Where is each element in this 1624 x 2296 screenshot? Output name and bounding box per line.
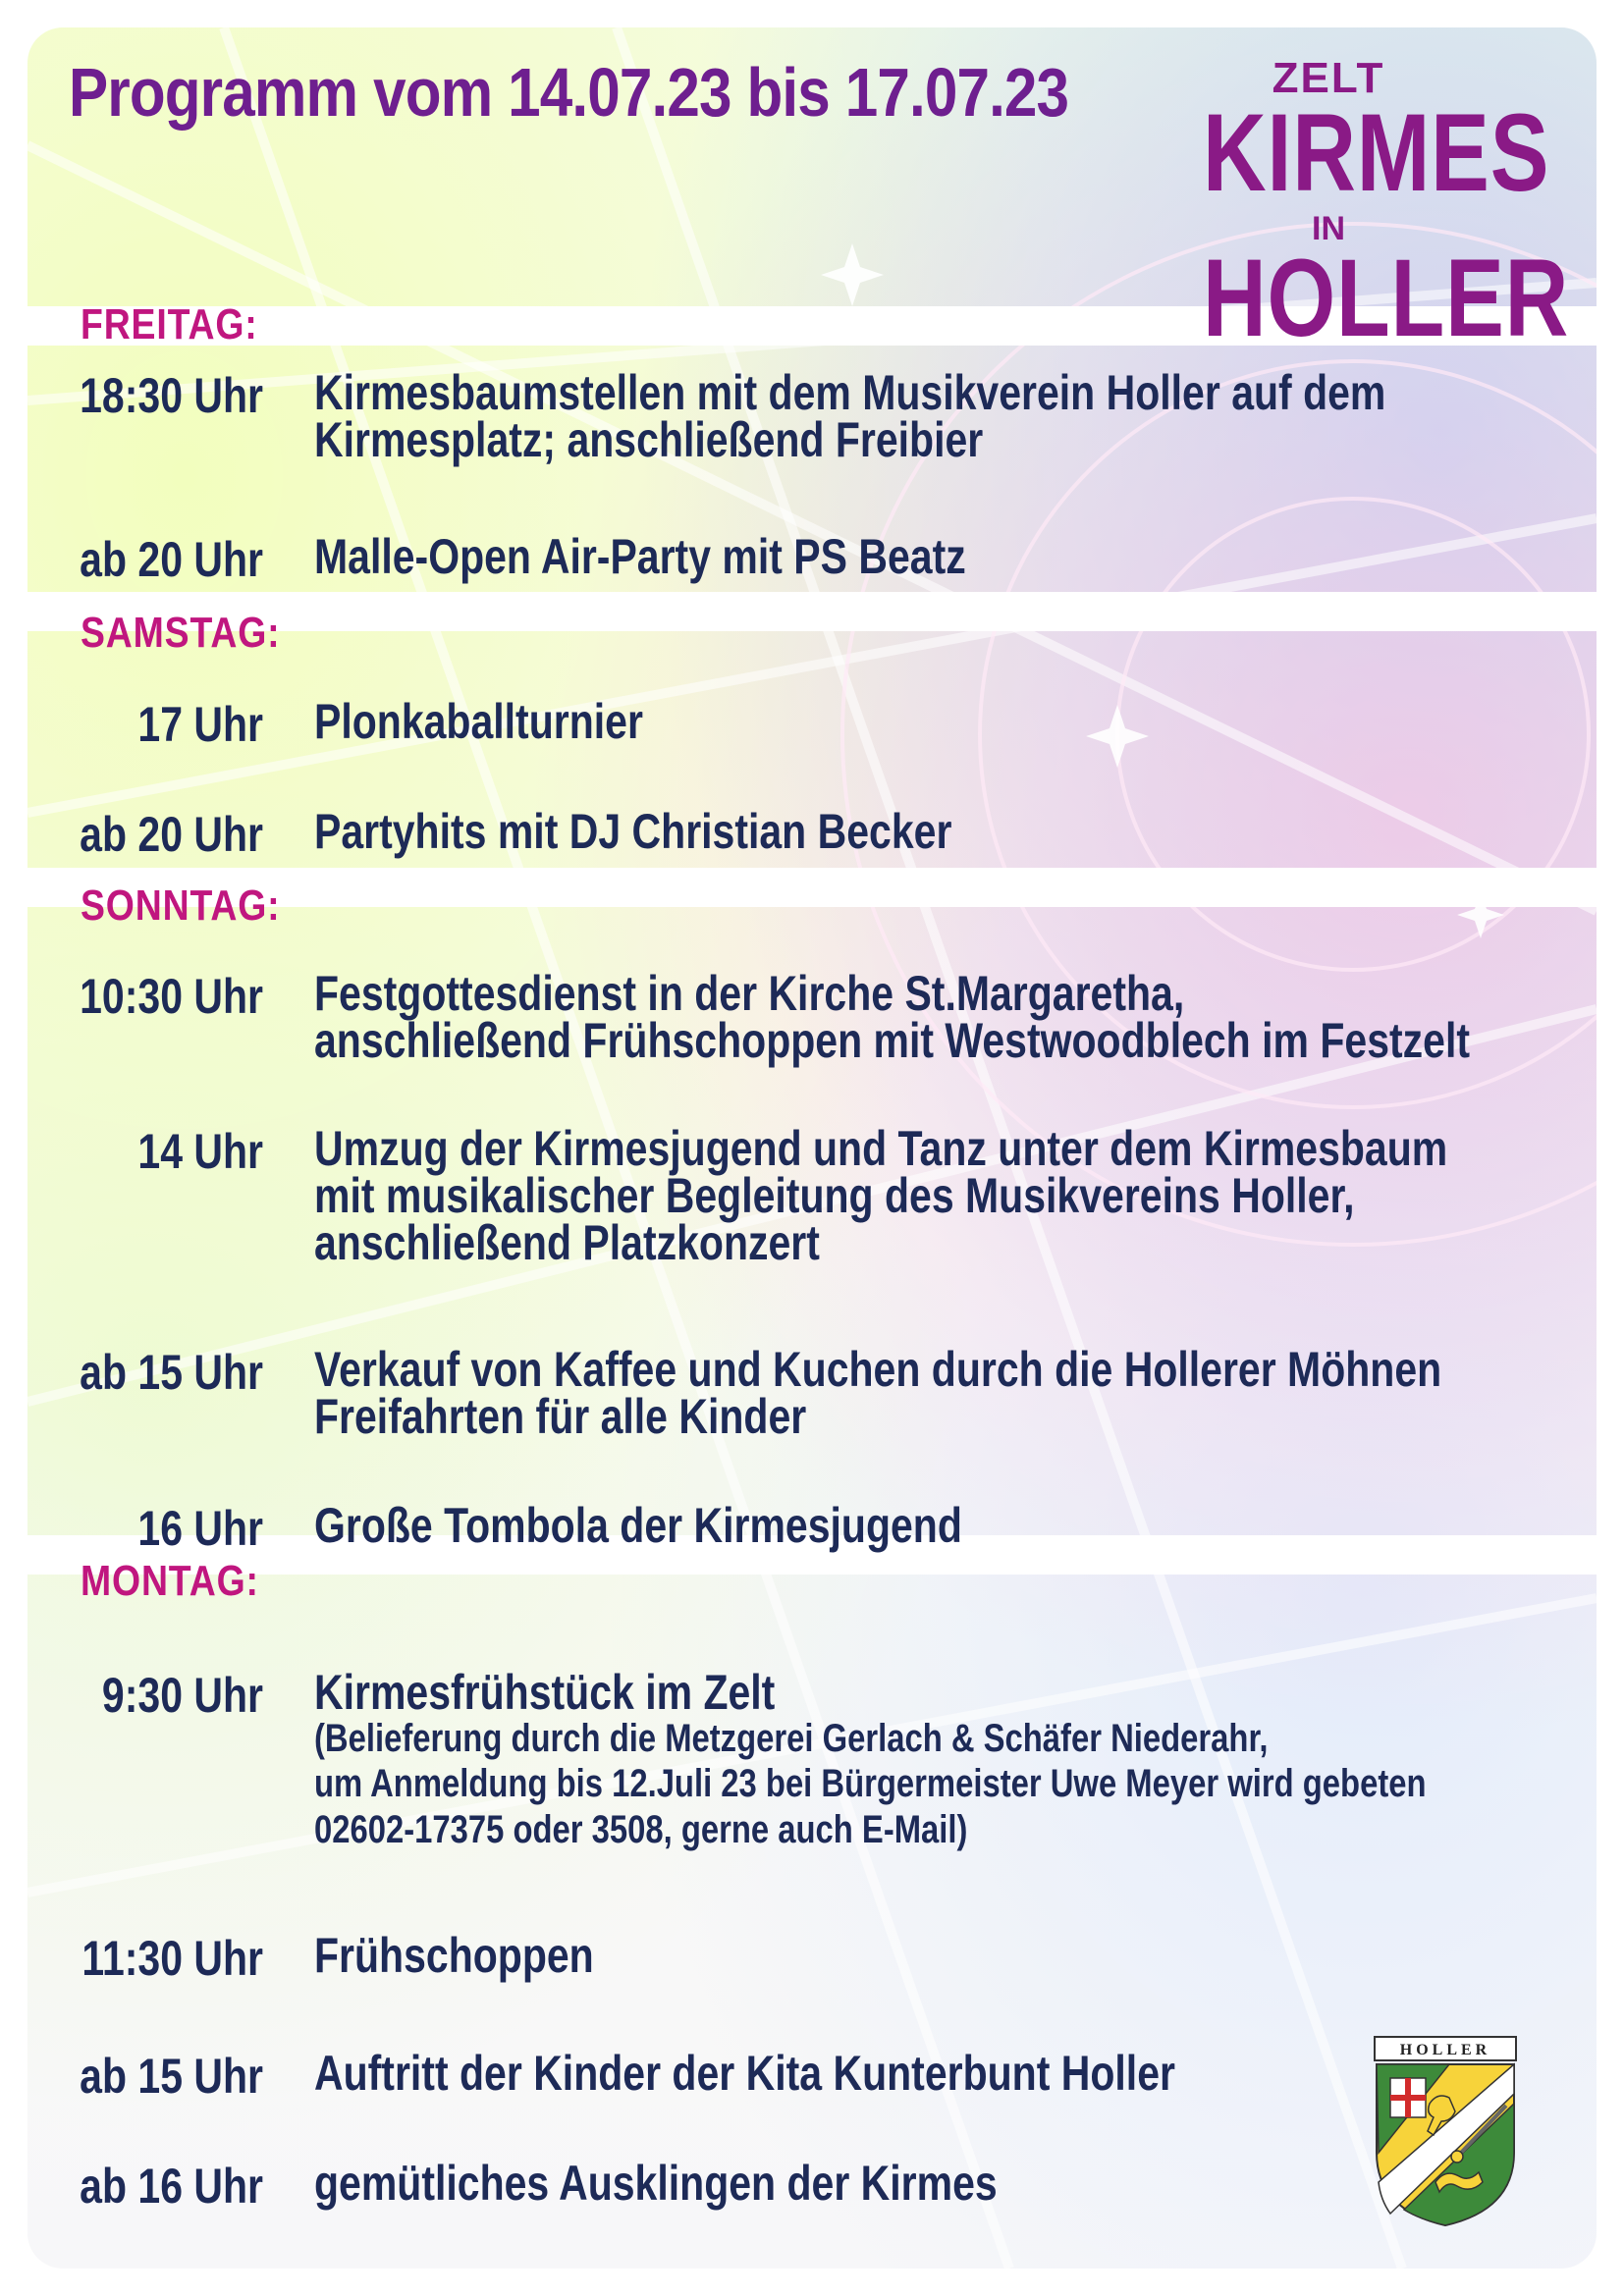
event-line: Plonkaballturnier	[314, 694, 643, 749]
event-line: Frühschoppen	[314, 1928, 594, 1983]
event-line: Kirmesbaumstellen mit dem Musikverein Holler auf dem	[314, 365, 1386, 420]
event-line: Kirmesplatz; anschließend Freibier	[314, 412, 984, 467]
logo-line: KIRMES	[1203, 91, 1550, 214]
day-heading: MONTAG:	[81, 1557, 259, 1605]
event-time: ab 20 Uhr	[80, 807, 264, 862]
event-time: 17 Uhr	[137, 697, 263, 752]
event-description	[314, 694, 1288, 749]
event-note: (Belieferung durch die Metzgerei Gerlach & Schäfer Niederahr,	[314, 1717, 1269, 1760]
event-line: Festgottesdienst in der Kirche St.Margaretha,	[314, 966, 1185, 1021]
event-line: Verkauf von Kaffee und Kuchen durch die Hollerer Möhnen	[314, 1342, 1442, 1397]
holler-coat-of-arms-icon	[1371, 2035, 1520, 2227]
logo-line: ZELT	[1272, 54, 1385, 102]
event-time: ab 20 Uhr	[80, 532, 264, 587]
event-line: Große Tombola der Kirmesjugend	[314, 1498, 962, 1553]
event-time: 10:30 Uhr	[80, 969, 263, 1024]
event-time: 16 Uhr	[137, 1501, 263, 1556]
event-line: anschließend Platzkonzert	[314, 1215, 820, 1270]
event-description	[314, 1928, 1288, 1983]
event-description	[314, 1121, 1448, 1270]
event-line: gemütliches Ausklingen der Kirmes	[314, 2156, 998, 2211]
event-description	[314, 1342, 1442, 1444]
event-time: ab 15 Uhr	[80, 1345, 264, 1400]
event-line: mit musikalischer Begleitung des Musikvereins Holler,	[314, 1168, 1355, 1223]
event-note: um Anmeldung bis 12.Juli 23 bei Bürgermeister Uwe Meyer wird gebeten	[314, 1762, 1427, 1806]
event-line: Freifahrten für alle Kinder	[314, 1389, 807, 1444]
day-heading: SONNTAG:	[81, 881, 281, 930]
poster	[27, 27, 1597, 2269]
event-description	[314, 365, 1386, 467]
page-title: Programm vom 14.07.23 bis 17.07.23	[69, 54, 1069, 131]
crest-label: HOLLER	[1399, 2042, 1491, 2058]
event-logo	[1171, 54, 1570, 359]
event-description	[314, 966, 1471, 1068]
event-line: anschließend Frühschoppen mit Westwoodblech im Festzelt	[314, 1013, 1471, 1068]
event-description	[314, 1665, 1427, 1852]
event-description	[314, 2156, 1288, 2211]
event-description	[314, 1498, 1288, 1553]
event-description	[314, 529, 1288, 584]
event-line: Malle-Open Air-Party mit PS Beatz	[314, 529, 966, 584]
event-note: 02602-17375 oder 3508, gerne auch E-Mail)	[314, 1807, 968, 1851]
event-time: 9:30 Uhr	[101, 1668, 263, 1723]
day-heading: SAMSTAG:	[81, 609, 281, 657]
event-time: 18:30 Uhr	[80, 368, 263, 423]
event-line: Kirmesfrühstück im Zelt	[314, 1665, 776, 1720]
logo-line: IN	[1312, 210, 1345, 247]
logo-line: HOLLER	[1203, 237, 1570, 359]
event-description	[314, 804, 1288, 859]
event-time: ab 16 Uhr	[80, 2159, 264, 2214]
event-time: ab 15 Uhr	[80, 2049, 264, 2104]
event-line: Umzug der Kirmesjugend und Tanz unter dem Kirmesbaum	[314, 1121, 1448, 1176]
event-description	[314, 2046, 1288, 2101]
day-heading: FREITAG:	[81, 300, 258, 348]
event-time: 11:30 Uhr	[81, 1931, 264, 1986]
event-time: 14 Uhr	[137, 1124, 263, 1179]
event-line: Partyhits mit DJ Christian Becker	[314, 804, 952, 859]
event-line: Auftritt der Kinder der Kita Kunterbunt Holler	[314, 2046, 1175, 2101]
